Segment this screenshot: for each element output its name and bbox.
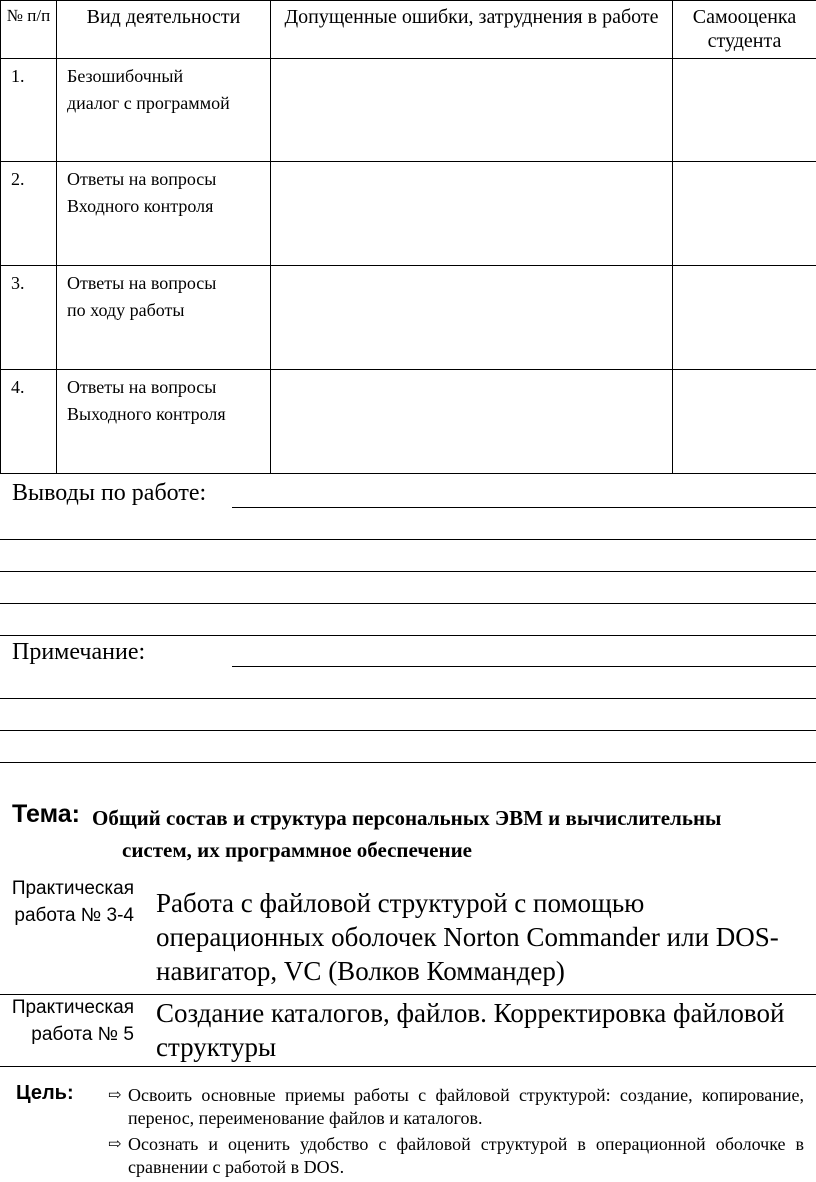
practical-title: Работа с файловой структурой с помощью операционных оболочек Norton Commander или DOS- навигатор, VC (Волков Коммандер) (156, 888, 779, 986)
row-errors-cell[interactable] (271, 59, 673, 162)
goal-item: ⇨ Осознать и оценить удобство с файловой структурой в операционной оболочке в сравнении с работой в DOS. (108, 1134, 804, 1177)
row-activity: Безошибочный диалог с программой (57, 59, 271, 162)
table-row (1, 370, 816, 474)
row-errors-cell[interactable] (271, 266, 673, 370)
practical-label: Практическая работа № 3-4 (11, 878, 134, 926)
note-line[interactable] (0, 698, 816, 699)
row-activity: Ответы на вопросы Входного контроля (57, 162, 271, 266)
note-line[interactable] (0, 762, 816, 763)
conclusions-line[interactable] (232, 507, 816, 508)
header-self-assessment: Самооценка студента (673, 1, 816, 59)
header-errors: Допущенные ошибки, затруднения в работе (271, 1, 673, 59)
arrow-right-icon: ⇨ (108, 1136, 122, 1153)
divider (0, 994, 816, 995)
practical-label: Практическая работа № 5 (11, 997, 134, 1045)
goal-label: Цель: (16, 1082, 74, 1104)
header-num: № п/п (1, 1, 57, 59)
row-number: 2. (1, 162, 57, 266)
row-errors-cell[interactable] (271, 370, 673, 474)
note-label: Примечание: (12, 639, 146, 665)
table-row (1, 266, 816, 370)
conclusions-line[interactable] (0, 571, 816, 572)
note-line[interactable] (0, 730, 816, 731)
arrow-right-icon: ⇨ (108, 1087, 122, 1104)
header-activity: Вид деятельности (57, 1, 271, 59)
conclusions-label: Выводы по работе: (12, 480, 207, 506)
conclusions-line[interactable] (0, 603, 816, 604)
row-self-cell[interactable] (673, 266, 816, 370)
goal-item: ⇨ Освоить основные приемы работы с файловой структурой: создание, копирование, перенос, переименование файлов и каталогов. (108, 1085, 804, 1128)
conclusions-line[interactable] (0, 635, 816, 636)
conclusions-line[interactable] (0, 539, 816, 540)
note-line[interactable] (232, 666, 816, 667)
row-self-cell[interactable] (673, 162, 816, 266)
divider (0, 1066, 816, 1067)
table-row (1, 162, 816, 266)
evaluation-table (0, 0, 816, 474)
row-number: 1. (1, 59, 57, 162)
practical-title: Создание каталогов, файлов. Корректировка файловой структуры (156, 998, 785, 1062)
row-errors-cell[interactable] (271, 162, 673, 266)
topic-line-2: систем, их программное обеспечение (122, 838, 473, 862)
table-header-row (1, 1, 816, 59)
topic-line-1: Общий состав и структура персональных ЭВМ и вычислительны (92, 806, 722, 830)
row-number: 3. (1, 266, 57, 370)
row-self-cell[interactable] (673, 370, 816, 474)
row-number: 4. (1, 370, 57, 474)
row-activity: Ответы на вопросы по ходу работы (57, 266, 271, 370)
row-activity: Ответы на вопросы Выходного контроля (57, 370, 271, 474)
topic-label: Тема: (12, 800, 80, 828)
table-row (1, 59, 816, 162)
row-self-cell[interactable] (673, 59, 816, 162)
